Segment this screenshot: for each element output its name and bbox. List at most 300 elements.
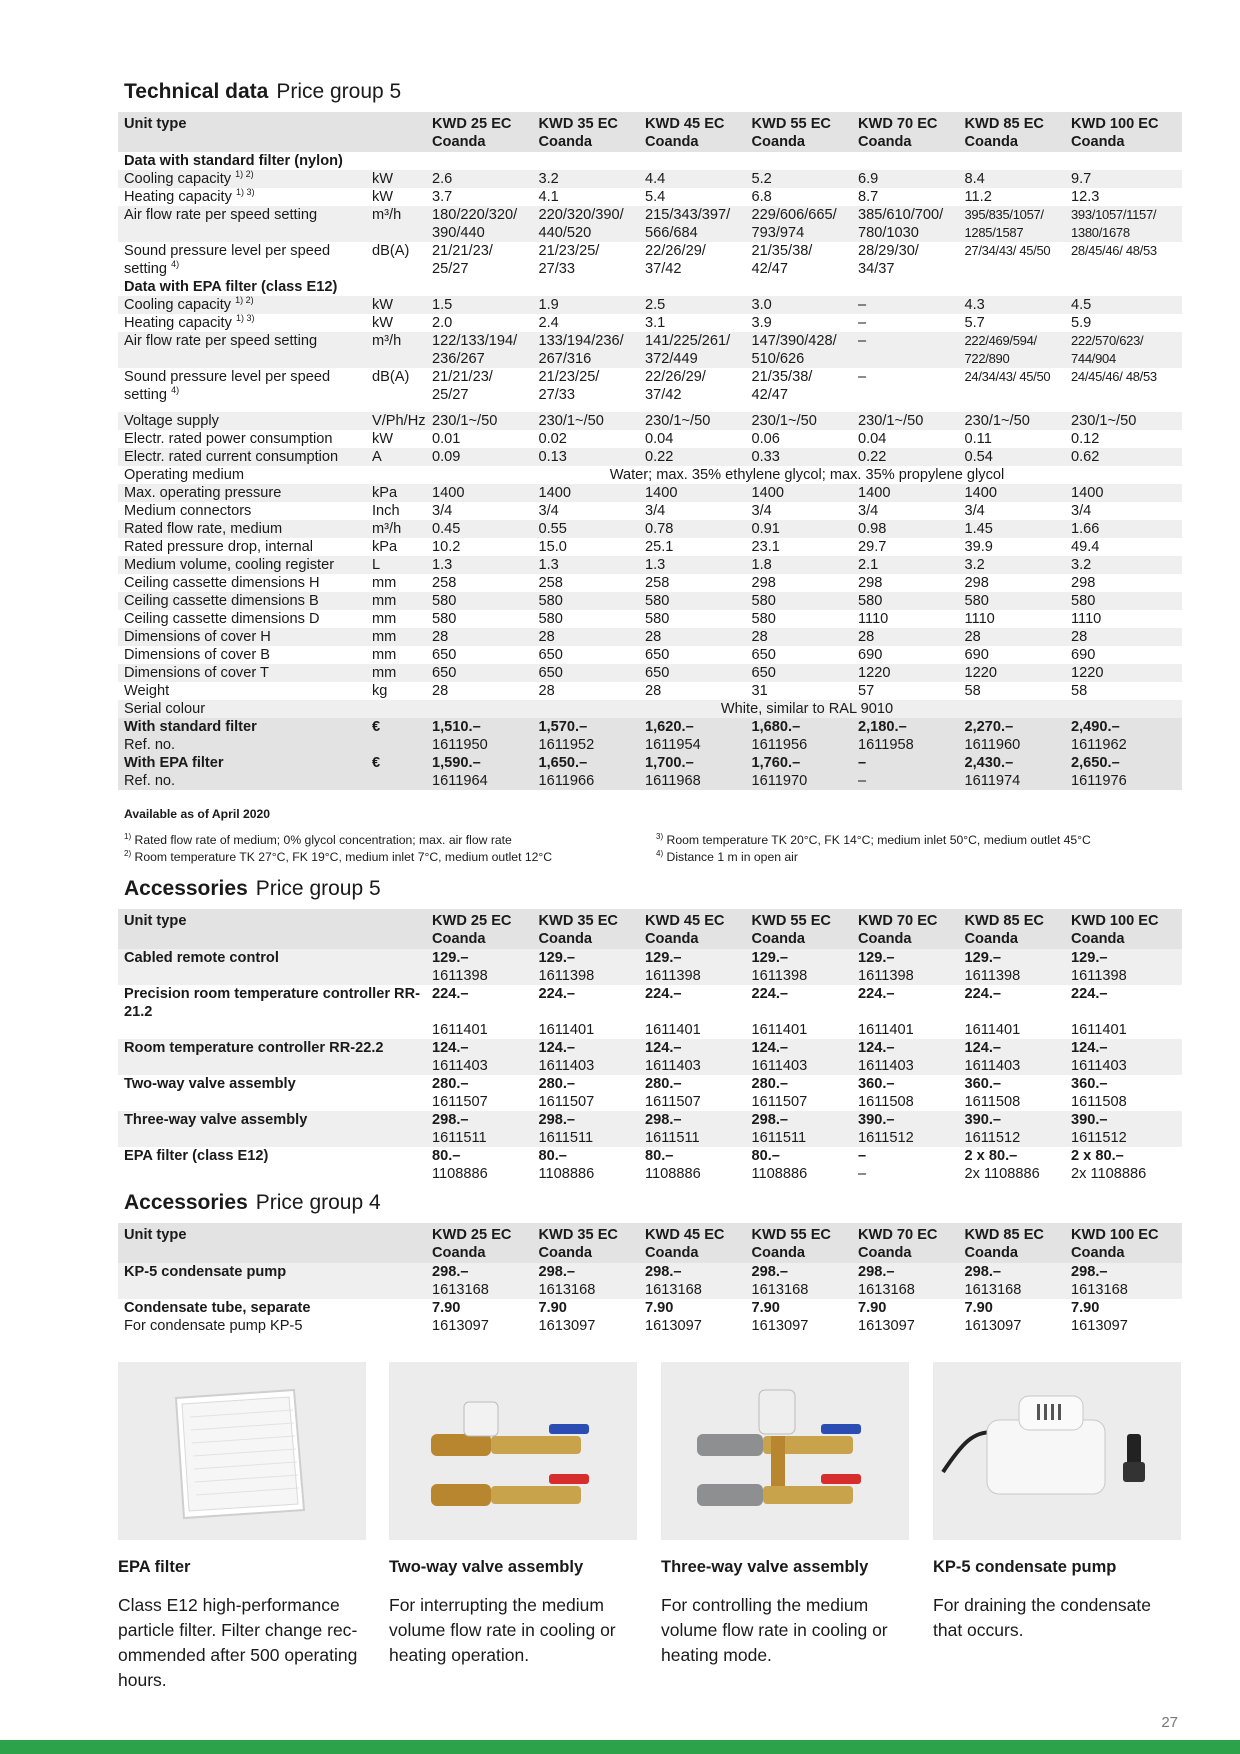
table-cell: 0.06: [751, 431, 780, 447]
price-cell: 129.–: [959, 949, 1066, 967]
table-cell: 650: [639, 664, 746, 682]
table-cell: –: [858, 369, 867, 385]
price-cell: 80.–: [432, 1148, 461, 1164]
table-row: [118, 242, 1182, 278]
price-cell: 390.–: [852, 1111, 959, 1129]
row-label: [118, 314, 366, 332]
row-label-text: Operating medium: [124, 467, 245, 483]
table-cell: 28: [645, 683, 662, 699]
product-title: Three-way valve assembly: [661, 1558, 869, 1576]
row-label-text: With standard filter: [124, 719, 257, 735]
table-cell: 1,650.–: [533, 754, 640, 772]
row-label-text: Heating capacity: [124, 315, 232, 331]
section-subtitle: Price group 4: [255, 1191, 381, 1214]
price-cell: 298.–: [533, 1263, 640, 1281]
table-cell: 650: [751, 647, 776, 663]
row-label: [118, 296, 366, 314]
ref-no-cell: 1613097: [645, 1318, 702, 1334]
model-column-header: KWD 100 EC Coanda: [1065, 112, 1182, 152]
table-cell: 28/45/46/ 48/53: [1071, 243, 1157, 258]
ref-no-cell: 1613097: [1071, 1318, 1128, 1334]
ref-no-cell: 2x 1108886: [964, 1166, 1040, 1182]
accessory-name: KP-5 condensate pump: [118, 1263, 426, 1281]
model-column-header: KWD 25 EC Coanda: [426, 909, 533, 949]
row-unit: kW: [366, 296, 426, 314]
model-column-header: KWD 55 EC Coanda: [746, 909, 853, 949]
table-cell: 298: [964, 575, 989, 591]
product-title: EPA filter: [118, 1558, 191, 1576]
table-row: [118, 538, 1182, 556]
price-cell: 298.–: [639, 1111, 746, 1129]
price-cell: 7.90: [432, 1300, 461, 1316]
accessory-name: Cabled remote control: [118, 949, 426, 967]
table-cell: 230/1~/50: [746, 412, 853, 430]
table-cell: 28: [432, 683, 449, 699]
accessory-sublabel: [118, 1057, 426, 1075]
table-cell: 650: [538, 647, 563, 663]
price-cell: 298.–: [852, 1263, 959, 1281]
accessory-sublabel: [118, 967, 426, 985]
price-cell: 360.–: [964, 1076, 1002, 1092]
ref-no-cell: 1611398: [533, 967, 640, 985]
table-cell: 0.33: [746, 448, 853, 466]
footnote-text: Distance 1 m in open air: [666, 850, 798, 865]
table-cell: 1400: [959, 484, 1066, 502]
ref-no-cell: 1613168: [1065, 1281, 1182, 1299]
row-label: [118, 718, 366, 736]
row-label: [118, 628, 366, 646]
row-unit: [366, 736, 426, 754]
table-header-row: [118, 1223, 1182, 1263]
ref-no-cell: 1611512: [1065, 1129, 1182, 1147]
ref-no-cell: 1611512: [959, 1129, 1066, 1147]
table-cell: 21/23/25/ 27/33: [538, 243, 600, 277]
accessories-pg5-table: [118, 909, 1182, 1183]
table-cell: –: [852, 296, 959, 314]
table-cell: 1400: [852, 484, 959, 502]
table-cell: 222/570/623/ 744/904: [1065, 332, 1182, 368]
table-cell: 3/4: [751, 503, 772, 519]
table-cell: 4.3: [959, 296, 1066, 314]
table-row: [118, 296, 1182, 314]
table-cell: 215/343/397/ 566/684: [639, 206, 746, 242]
row-unit: dB(A): [372, 369, 410, 385]
model-column-header: KWD 55 EC Coanda: [746, 112, 853, 152]
price-cell: 280.–: [645, 1076, 682, 1092]
row-unit: kW: [366, 170, 426, 188]
footnote-marker: 1) 2): [235, 295, 254, 306]
row-label: [118, 242, 366, 278]
ref-no-cell: 1611398: [426, 967, 533, 985]
table-cell: –: [852, 332, 959, 368]
table-cell: 3/4: [1071, 503, 1092, 519]
price-cell: 124.–: [533, 1039, 640, 1057]
table-cell: 21/35/38/ 42/47: [751, 243, 813, 277]
table-cell: –: [852, 754, 959, 772]
row-label-text: Max. operating pressure: [124, 485, 282, 501]
price-cell: 124.–: [1065, 1039, 1182, 1057]
table-cell: 12.3: [1071, 189, 1100, 205]
price-cell: 129.–: [426, 949, 533, 967]
table-row: [118, 466, 1182, 484]
table-cell: 0.01: [432, 431, 461, 447]
table-cell: 580: [639, 592, 746, 610]
ref-no-cell: 2x 1108886: [1071, 1166, 1147, 1182]
row-label: [118, 646, 366, 664]
footnote-text: Room temperature TK 20°C, FK 14°C; medium inlet 50°C, medium outlet 45°C: [666, 833, 1091, 848]
table-cell: –: [852, 772, 959, 790]
table-row: [118, 1147, 1182, 1165]
epa-filter-image: [118, 1362, 366, 1540]
row-label: [118, 430, 366, 448]
table-cell: 22/26/29/ 37/42: [645, 243, 706, 277]
row-label-text: Cooling capacity: [124, 171, 232, 187]
table-row: [118, 448, 1182, 466]
table-cell: 230/1~/50: [1065, 412, 1182, 430]
ref-no-cell: 1613168: [426, 1281, 533, 1299]
table-cell: 1611976: [1065, 772, 1182, 790]
price-cell: 7.90: [858, 1300, 887, 1316]
table-row: [118, 314, 1182, 332]
table-cell: 1611966: [533, 772, 640, 790]
row-label: [118, 754, 366, 772]
table-row: [118, 278, 1182, 296]
table-cell: 3.2: [959, 556, 1066, 574]
row-label-text: Dimensions of cover H: [124, 629, 271, 645]
price-cell: 280.–: [751, 1076, 789, 1092]
table-row: [118, 170, 1182, 188]
ref-no-cell: 1611403: [959, 1057, 1066, 1075]
price-cell: 80.–: [751, 1148, 780, 1164]
table-cell: 1.3: [426, 556, 533, 574]
table-row: [118, 1093, 1182, 1111]
table-cell: 1110: [858, 611, 889, 627]
price-cell: 7.90: [538, 1300, 567, 1316]
table-cell: 133/194/236/ 267/316: [533, 332, 640, 368]
ref-no-cell: 1611401: [1071, 1022, 1127, 1038]
page-number: 27: [1161, 1714, 1178, 1731]
price-cell: 224.–: [751, 986, 789, 1002]
model-column-header: KWD 55 EC Coanda: [746, 1223, 853, 1263]
row-label: [118, 332, 366, 368]
model-column-header: KWD 35 EC Coanda: [533, 112, 640, 152]
price-cell: 224.–: [432, 986, 469, 1002]
footnote-marker: 4): [656, 849, 664, 858]
model-column-header: KWD 25 EC Coanda: [426, 112, 533, 152]
row-label-text: Rated pressure drop, internal: [124, 539, 314, 555]
table-cell: 5.7: [964, 315, 985, 331]
table-row: [118, 736, 1182, 754]
table-row: [118, 1075, 1182, 1093]
table-row: [118, 754, 1182, 772]
table-cell: 21/35/38/ 42/47: [751, 369, 813, 403]
price-cell: 298.–: [426, 1263, 533, 1281]
ref-no-cell: 1611398: [639, 967, 746, 985]
price-cell: 80.–: [645, 1148, 674, 1164]
model-column-header: KWD 45 EC Coanda: [639, 1223, 746, 1263]
section-subtitle: Price group 5: [276, 80, 402, 103]
table-cell: 1,590.–: [426, 754, 533, 772]
table-cell: 0.02: [538, 431, 567, 447]
table-cell: 0.09: [426, 448, 533, 466]
table-cell: 0.91: [746, 520, 853, 538]
price-cell: 129.–: [1065, 949, 1182, 967]
row-label-text: Ref. no.: [124, 773, 176, 789]
row-unit: mm: [372, 575, 397, 591]
table-row: [118, 1111, 1182, 1129]
table-cell: 229/606/665/ 793/974: [746, 206, 853, 242]
row-label: [118, 412, 366, 430]
accessory-sublabel: [118, 1093, 426, 1111]
ref-no-cell: 1611401: [645, 1022, 701, 1038]
spanning-value: Water; max. 35% ethylene glycol; max. 35% propylene glycol: [609, 467, 1005, 483]
table-cell: 650: [645, 647, 670, 663]
table-cell: 24/45/46/ 48/53: [1071, 369, 1157, 384]
model-column-header: KWD 85 EC Coanda: [959, 1223, 1066, 1263]
table-header-row: [118, 909, 1182, 949]
footnote-text: Rated flow rate of medium; 0% glycol concentration; max. air flow rate: [134, 833, 512, 848]
table-cell: 21/21/23/ 25/27: [432, 369, 493, 403]
model-column-header: KWD 45 EC Coanda: [639, 909, 746, 949]
table-cell: 1220: [852, 664, 959, 682]
table-cell: 0.04: [858, 431, 887, 447]
table-cell: 1220: [1065, 664, 1182, 682]
price-cell: 124.–: [426, 1039, 533, 1057]
table-cell: 2.1: [852, 556, 959, 574]
row-label-text: Weight: [124, 683, 170, 699]
table-cell: 8.7: [858, 189, 879, 205]
table-cell: 580: [1065, 592, 1182, 610]
table-cell: 690: [858, 647, 883, 663]
table-row: [118, 967, 1182, 985]
accessory-name: Three-way valve assembly: [118, 1111, 426, 1129]
table-cell: 230/1~/50: [426, 412, 533, 430]
table-cell: 1400: [746, 484, 853, 502]
section-title: Accessories: [124, 877, 248, 900]
row-label-text: Sound pressure level per speed setting: [124, 369, 331, 403]
table-cell: 141/225/261/ 372/449: [639, 332, 746, 368]
price-cell: 124.–: [639, 1039, 746, 1057]
table-row: [118, 502, 1182, 520]
accessory-sublabel: [118, 1021, 426, 1039]
ref-no-cell: 1611507: [538, 1094, 595, 1110]
footnote-text: Room temperature TK 27°C, FK 19°C, medium inlet 7°C, medium outlet 12°C: [134, 850, 553, 865]
price-cell: 224.–: [1071, 986, 1108, 1002]
table-row: [118, 646, 1182, 664]
footnote-marker: 3): [656, 832, 664, 841]
row-label: [118, 556, 366, 574]
table-cell: 28: [538, 683, 555, 699]
ref-no-cell: 1613168: [959, 1281, 1066, 1299]
ref-no-cell: 1613168: [533, 1281, 640, 1299]
table-row: [118, 772, 1182, 790]
table-cell: 222/469/594/ 722/890: [959, 332, 1066, 368]
model-column-header: KWD 25 EC Coanda: [426, 1223, 533, 1263]
price-cell: 124.–: [852, 1039, 959, 1057]
table-cell: 5.4: [645, 189, 666, 205]
price-cell: 390.–: [1065, 1111, 1182, 1129]
model-column-header: KWD 70 EC Coanda: [852, 112, 959, 152]
ref-no-cell: 1108886: [751, 1166, 808, 1182]
price-cell: 2 x 80.–: [964, 1148, 1018, 1164]
row-label: [118, 484, 366, 502]
header-label: Unit type: [118, 112, 366, 152]
price-cell: 298.–: [746, 1111, 853, 1129]
product-description: For draining the condensate that occurs.: [933, 1595, 1151, 1640]
row-label-text: Ref. no.: [124, 737, 176, 753]
accessory-sublabel: For condensate pump KP-5: [124, 1318, 303, 1334]
table-cell: 4.1: [538, 189, 559, 205]
row-label-text: Medium volume, cooling register: [124, 557, 335, 573]
table-cell: 27/34/43/ 45/50: [964, 243, 1051, 258]
table-cell: 1,620.–: [639, 718, 746, 736]
table-cell: 5.2: [746, 170, 853, 188]
footnote-marker: 1) 3): [235, 313, 255, 324]
table-cell: 258: [645, 575, 670, 591]
table-cell: 58: [1071, 683, 1088, 699]
table-row: [118, 332, 1182, 368]
row-unit: €: [366, 718, 426, 736]
accessory-name: Condensate tube, separate: [124, 1300, 311, 1316]
table-row: [118, 664, 1182, 682]
table-cell: 3/4: [432, 503, 453, 519]
price-cell: 124.–: [959, 1039, 1066, 1057]
table-cell: 0.78: [639, 520, 746, 538]
row-label: [118, 772, 366, 790]
row-unit: Inch: [372, 503, 400, 519]
product-description: Class E12 high-performance particle filter. Filter change recommended after 500 operating hours.: [118, 1595, 358, 1690]
row-unit: kW: [372, 431, 394, 447]
table-cell: 28: [533, 628, 640, 646]
model-column-header: KWD 85 EC Coanda: [959, 112, 1066, 152]
table-cell: 580: [645, 611, 670, 627]
table-cell: 230/1~/50: [959, 412, 1066, 430]
ref-no-cell: 1611511: [639, 1129, 746, 1147]
table-cell: 690: [964, 647, 989, 663]
header-label: Unit type: [118, 909, 426, 949]
footnote-4: [656, 845, 798, 866]
row-unit: m³/h: [366, 206, 426, 242]
table-cell: 0.62: [1065, 448, 1182, 466]
table-cell: 2.4: [538, 315, 559, 331]
table-cell: 1400: [1065, 484, 1182, 502]
table-row: [118, 1021, 1182, 1039]
price-cell: 298.–: [639, 1263, 746, 1281]
accessory-name: Two-way valve assembly: [124, 1076, 296, 1092]
table-cell: 393/1057/1157/ 1380/1678: [1065, 206, 1182, 242]
table-row: [118, 1263, 1182, 1281]
section-row-label: Data with standard filter (nylon): [124, 153, 343, 169]
condensate-pump-image: [933, 1362, 1181, 1540]
table-cell: 21/21/23/ 25/27: [432, 243, 493, 277]
ref-no-cell: 1611508: [1071, 1094, 1127, 1110]
ref-no-cell: 1613097: [964, 1318, 1022, 1334]
table-row: [118, 1299, 1182, 1317]
price-cell: 298.–: [959, 1263, 1066, 1281]
price-cell: 298.–: [426, 1111, 533, 1129]
table-cell: 230/1~/50: [639, 412, 746, 430]
product-description: For controlling the medium volume flow rate in cooling or heating mode.: [661, 1595, 888, 1665]
row-label: [118, 368, 366, 404]
table-cell: 39.9: [964, 539, 993, 555]
table-header-row: [118, 112, 1182, 152]
table-cell: 1,570.–: [533, 718, 640, 736]
table-row: [118, 188, 1182, 206]
row-unit: kPa: [372, 539, 398, 555]
table-cell: 3/4: [858, 503, 879, 519]
ref-no-cell: 1108886: [538, 1166, 595, 1182]
table-cell: 49.4: [1071, 539, 1100, 555]
row-label-text: Rated flow rate, medium: [124, 521, 283, 537]
row-label: [118, 682, 366, 700]
table-row: [118, 430, 1182, 448]
product-description: For interrupting the medium volume flow rate in cooling or heating operation.: [389, 1595, 616, 1665]
table-cell: 28: [639, 628, 746, 646]
price-cell: 7.90: [964, 1300, 993, 1316]
table-cell: 1400: [639, 484, 746, 502]
ref-no-cell: 1613097: [751, 1318, 809, 1334]
table-cell: 147/390/428/ 510/626: [746, 332, 853, 368]
table-cell: 21/23/25/ 27/33: [538, 369, 600, 403]
row-label: [118, 574, 366, 592]
table-cell: 28/29/30/ 34/37: [858, 243, 919, 277]
table-cell: 580: [426, 592, 533, 610]
table-cell: 2.5: [639, 296, 746, 314]
table-cell: 1.8: [746, 556, 853, 574]
table-cell: 1.45: [959, 520, 1066, 538]
ref-no-cell: 1611511: [746, 1129, 853, 1147]
price-cell: –: [858, 1148, 867, 1164]
ref-no-cell: 1611401: [432, 1022, 488, 1038]
table-row: [118, 1129, 1182, 1147]
table-cell: 690: [1071, 647, 1096, 663]
table-cell: 1400: [426, 484, 533, 502]
table-cell: 1611960: [959, 736, 1066, 754]
ref-no-cell: 1611398: [852, 967, 959, 985]
table-row: [118, 484, 1182, 502]
table-cell: 3/4: [538, 503, 559, 519]
table-cell: 25.1: [645, 539, 674, 555]
table-cell: 2,650.–: [1065, 754, 1182, 772]
table-cell: 4.5: [1065, 296, 1182, 314]
table-row: [118, 682, 1182, 700]
ref-no-cell: 1611398: [746, 967, 853, 985]
table-cell: 1,510.–: [426, 718, 533, 736]
ref-no-cell: 1611507: [645, 1094, 701, 1110]
table-row: [118, 152, 1182, 170]
row-label-text: With EPA filter: [124, 755, 224, 771]
table-cell: 650: [426, 664, 533, 682]
table-cell: 1,760.–: [746, 754, 853, 772]
product-title: KP-5 condensate pump: [933, 1558, 1117, 1576]
table-cell: 3.9: [751, 315, 772, 331]
table-cell: 1611958: [852, 736, 959, 754]
table-cell: 24/34/43/ 45/50: [964, 369, 1051, 384]
accessories-pg5-heading: [124, 877, 381, 901]
table-cell: 1611968: [639, 772, 746, 790]
table-cell: 1.66: [1065, 520, 1182, 538]
price-cell: 280.–: [432, 1076, 469, 1092]
row-label: [118, 664, 366, 682]
row-label-text: Sound pressure level per speed setting: [124, 243, 331, 277]
table-row: [118, 610, 1182, 628]
accessory-sublabel: [118, 1165, 426, 1183]
accessories-pg4-table: [118, 1223, 1182, 1335]
table-cell: 1,680.–: [746, 718, 853, 736]
footnote-marker: 1) 2): [235, 169, 254, 180]
table-row: [118, 1317, 1182, 1335]
table-row: [118, 718, 1182, 736]
